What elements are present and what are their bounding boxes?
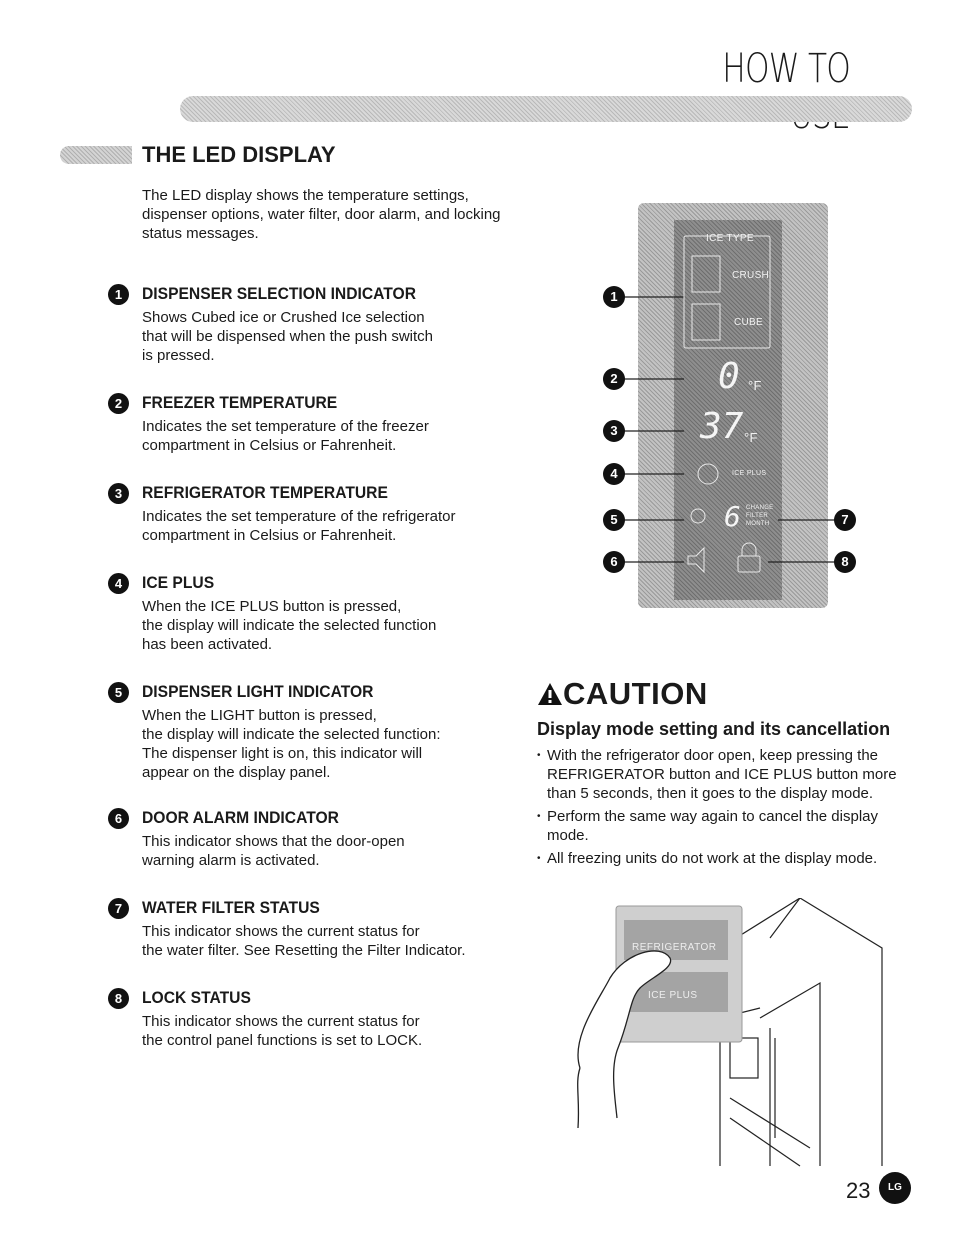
item-number-badge: 5 <box>108 682 129 703</box>
caution-subtitle: Display mode setting and its cancellation <box>537 719 891 739</box>
cube-label: CUBE <box>734 317 763 328</box>
caution-bullets <box>537 746 907 872</box>
item-title: WATER FILTER STATUS <box>142 898 320 917</box>
led-panel-lines <box>600 200 870 610</box>
page-header-title: HOW TO <box>722 46 850 92</box>
snowflake-icon <box>698 464 718 484</box>
callout-1: 1 <box>603 286 625 308</box>
item-title: DISPENSER LIGHT INDICATOR <box>142 682 374 701</box>
item-description: This indicator shows that the door-open warning alarm is activated. <box>142 833 405 869</box>
caution-bullet: • Perform the same way again to cancel the display mode. <box>537 807 907 845</box>
item-number-badge: 8 <box>108 988 129 1009</box>
callout-8: 8 <box>834 551 856 573</box>
item-description: Indicates the set temperature of the refrigerator compartment in Celsius or Fahrenheit. <box>142 508 456 544</box>
ice-plus-label: ICE PLUS <box>732 470 767 477</box>
lock-icon <box>738 556 760 572</box>
lightbulb-icon <box>691 509 705 523</box>
item-number-badge: 4 <box>108 573 129 594</box>
speaker-icon <box>688 548 704 572</box>
warning-triangle-icon <box>537 682 563 706</box>
freezer-temp-value: 0 <box>718 356 740 397</box>
section-tab <box>60 146 132 164</box>
ice-type-label: ICE TYPE <box>706 233 754 244</box>
callout-7: 7 <box>834 509 856 531</box>
crush-label: CRUSH <box>732 270 770 281</box>
section-title: THE LED DISPLAY <box>142 142 336 167</box>
item-title: DISPENSER SELECTION INDICATOR <box>142 284 417 303</box>
header-bar <box>180 96 912 122</box>
page-number: 23 <box>846 1178 871 1203</box>
item-description: This indicator shows the current status for the water filter. See Resetting the Filter Indicator. <box>142 923 466 959</box>
intro-text: The LED display shows the temperature settings, dispenser options, water filter, door alarm, and locking status messages. <box>142 187 501 242</box>
item-number-badge: 3 <box>108 483 129 504</box>
crush-icon <box>692 256 720 292</box>
item-number-badge: 1 <box>108 284 129 305</box>
item-title: REFRIGERATOR TEMPERATURE <box>142 483 388 502</box>
item-number-badge: 6 <box>108 808 129 829</box>
item-title: DOOR ALARM INDICATOR <box>142 808 339 827</box>
callout-6: 6 <box>603 551 625 573</box>
item-description: When the LIGHT button is pressed, the display will indicate the selected function: The dispenser light is on, this indicator will appear on the display panel. <box>142 707 441 781</box>
callout-2: 2 <box>603 368 625 390</box>
caution-bullet: • All freezing units do not work at the display mode. <box>537 849 907 868</box>
item-description: When the ICE PLUS button is pressed, the display will indicate the selected function has been activated. <box>142 598 437 653</box>
item-description: Shows Cubed ice or Crushed Ice selection that will be dispensed when the push switch is pressed. <box>142 309 434 364</box>
callout-5: 5 <box>603 509 625 531</box>
item-title: ICE PLUS <box>142 573 215 592</box>
caution-title: CAUTION <box>563 676 708 711</box>
caution-bullet: • With the refrigerator door open, keep pressing the REFRIGERATOR button and ICE PLUS button more than 5 seconds, then it goes to the display mode. <box>537 746 907 803</box>
freezer-temp-unit: °F <box>748 378 762 393</box>
refrigerator-illustration <box>570 898 890 1168</box>
cube-icon <box>692 304 720 340</box>
filter-month-label: CHANGE FILTER MONTH <box>746 505 774 527</box>
item-description: This indicator shows the current status for the control panel functions is set to LOCK. <box>142 1013 423 1049</box>
item-description: Indicates the set temperature of the freezer compartment in Celsius or Fahrenheit. <box>142 418 429 454</box>
callout-3: 3 <box>603 420 625 442</box>
callout-4: 4 <box>603 463 625 485</box>
fridge-temp-unit: °F <box>744 430 758 445</box>
item-number-badge: 2 <box>108 393 129 414</box>
illustration-ice-plus-button: ICE PLUS <box>648 990 698 1001</box>
filter-month-value: 6 <box>724 500 741 533</box>
item-number-badge: 7 <box>108 898 129 919</box>
item-title: FREEZER TEMPERATURE <box>142 393 338 412</box>
fridge-temp-value: 37 <box>700 406 744 447</box>
illustration-refrigerator-button: REFRIGERATOR <box>632 942 717 953</box>
lg-logo: LG <box>879 1172 911 1204</box>
item-title: LOCK STATUS <box>142 988 251 1007</box>
